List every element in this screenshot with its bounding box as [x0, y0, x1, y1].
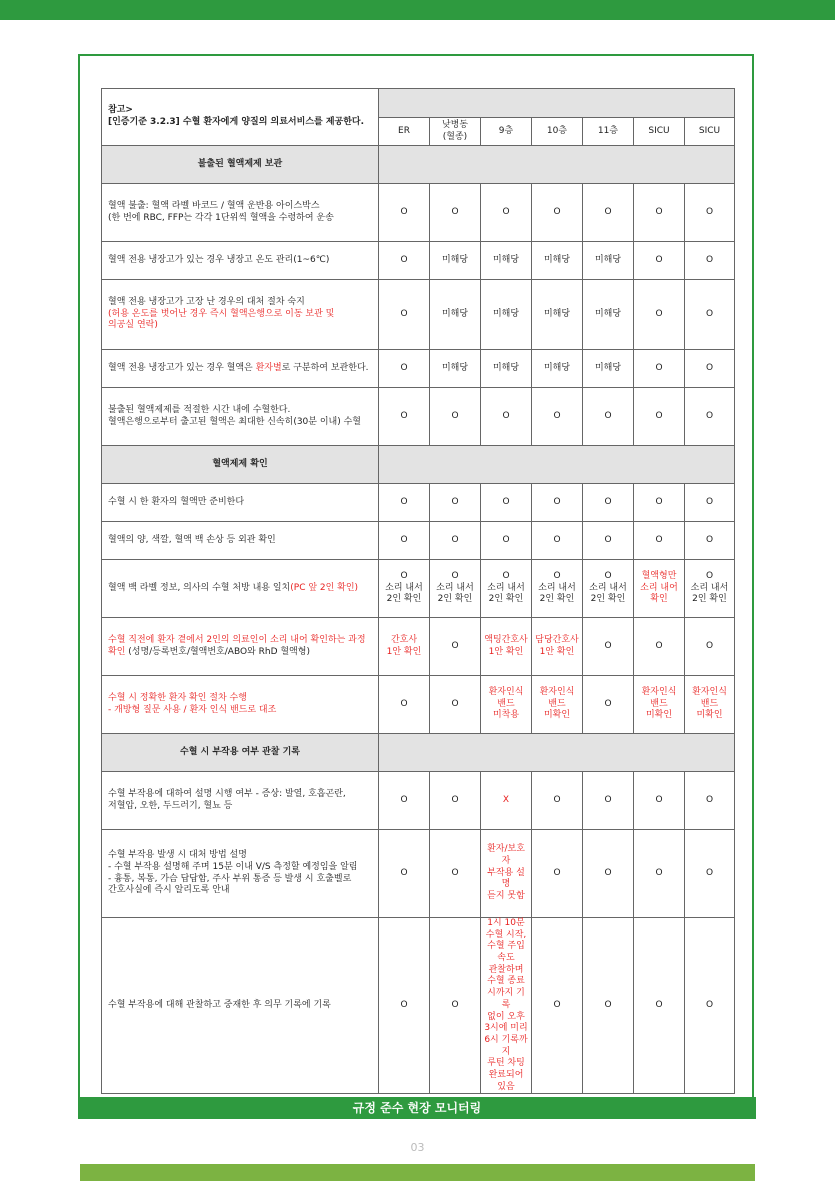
result-cell: 미해당: [583, 350, 634, 388]
result-cell: O: [481, 522, 532, 560]
column-header: SICU: [634, 118, 685, 146]
result-cell: O: [583, 772, 634, 830]
section-blank-cell: [379, 446, 735, 484]
result-cell: O: [634, 280, 685, 350]
result-cell: O: [481, 184, 532, 242]
criterion-text: [102, 280, 379, 350]
result-cell: O: [685, 618, 735, 676]
table-row: [102, 560, 735, 618]
result-cell: 미해당: [583, 280, 634, 350]
criterion-segment: 수혈 부작용 발생 시 대처 방법 설명 - 수혈 부작용 설명해 주며 15분 이내 V/S 측정할 예정임을 알림 - 흉통, 복통, 가슴 답답함, 주사 부위 통증 등 발생 시 호출벨로 간호사실에 즉시 알리도록 안내: [108, 850, 358, 896]
criterion-text: [102, 242, 379, 280]
result-cell: 미해당: [481, 242, 532, 280]
section-title: 불출된 혈액제제 보관: [102, 146, 379, 184]
result-cell: O: [583, 618, 634, 676]
section-title: 수혈 시 부작용 여부 관찰 기록: [102, 734, 379, 772]
result-cell: O: [379, 388, 430, 446]
table-row: [102, 242, 735, 280]
result-cell: 간호사 1안 확인: [379, 618, 430, 676]
result-cell: O 소리 내서 2인 확인: [583, 560, 634, 618]
result-cell: 혈액형만 소리 내어 확인: [634, 560, 685, 618]
result-cell: O: [430, 618, 481, 676]
result-cell: O: [583, 484, 634, 522]
result-cell: 미해당: [532, 280, 583, 350]
result-cell: 미해당: [481, 350, 532, 388]
top-green-bar: [0, 0, 835, 20]
result-cell: O: [685, 522, 735, 560]
result-cell: 미해당: [583, 242, 634, 280]
criterion-segment: 혈액의 양, 색깔, 혈액 백 손상 등 외관 확인: [108, 534, 276, 545]
section-title: 혈액제제 확인: [102, 446, 379, 484]
result-cell: O: [532, 184, 583, 242]
result-cell: O: [583, 676, 634, 734]
section-blank-cell: [379, 146, 735, 184]
result-cell: O: [583, 522, 634, 560]
result-cell: O 소리 내서 2인 확인: [685, 560, 735, 618]
result-cell: 액팅간호사 1안 확인: [481, 618, 532, 676]
table-row: [102, 484, 735, 522]
result-cell: 환자인식 밴드 미착용: [481, 676, 532, 734]
result-cell: O: [685, 242, 735, 280]
table-row: [102, 618, 735, 676]
bottom-green-bar: [80, 1164, 755, 1181]
criterion-segment: 수혈 시 한 환자의 혈액만 준비한다: [108, 496, 245, 507]
criterion-highlight: (허용 온도를 벗어난 경우 즉시 혈액은행으로 이동 보관 및 의공실 연락): [108, 308, 335, 331]
criterion-segment: 수혈 부작용에 대하여 설명 시행 여부 - 증상: 발열, 호흡곤란, 저혈압, 오한, 두드러기, 혈뇨 등: [108, 788, 346, 811]
section-blank-cell: [379, 734, 735, 772]
criterion-highlight: 환자별: [255, 362, 282, 373]
result-cell: O: [685, 918, 735, 1094]
criterion-segment: 혈액 백 라벨 정보, 의사의 수혈 처방 내용 일치: [108, 582, 291, 593]
table-row: [102, 184, 735, 242]
result-cell: O: [685, 388, 735, 446]
result-cell: O: [379, 184, 430, 242]
result-cell: O: [685, 830, 735, 918]
column-header: ER: [379, 118, 430, 146]
result-cell: O: [430, 184, 481, 242]
criterion-segment: 혈액 전용 냉장고가 있는 경우 냉장고 온도 관리(1~6℃): [108, 254, 330, 265]
result-cell: 미해당: [532, 242, 583, 280]
result-cell: 미해당: [481, 280, 532, 350]
result-cell: O: [430, 918, 481, 1094]
result-cell: O: [634, 388, 685, 446]
column-header: 9층: [481, 118, 532, 146]
criterion-text: [102, 918, 379, 1094]
table-row: [102, 388, 735, 446]
result-cell: O: [685, 350, 735, 388]
criterion-text: [102, 388, 379, 446]
criterion-text: [102, 830, 379, 918]
result-cell: O: [634, 772, 685, 830]
result-cell: O: [532, 918, 583, 1094]
result-cell: O: [634, 242, 685, 280]
result-cell: O: [685, 772, 735, 830]
result-cell: O: [685, 484, 735, 522]
table-row: [102, 280, 735, 350]
result-cell: O: [583, 830, 634, 918]
result-cell: O: [532, 388, 583, 446]
criterion-segment: 혈액 전용 냉장고가 있는 경우 혈액은: [108, 362, 256, 373]
footer-label: 규정 준수 현장 모니터링: [78, 1097, 756, 1119]
result-cell: 1시 10분 수혈 시작, 수혈 주입속도 관찰하며 수혈 종료 시까지 기록 없이 오후 3시에 미리 6시 기록까지 루틴 차팅 완료되어 있음: [481, 918, 532, 1094]
reference-header: [102, 89, 379, 146]
result-cell: O: [379, 522, 430, 560]
result-cell: O: [634, 350, 685, 388]
result-cell: O: [379, 350, 430, 388]
result-cell: O: [379, 242, 430, 280]
result-cell: O 소리 내서 2인 확인: [379, 560, 430, 618]
result-cell: O: [379, 772, 430, 830]
column-header: 낮병동 (혈종): [430, 118, 481, 146]
criterion-highlight: 수혈 시 정확한 환자 확인 절차 수행 - 개방형 질문 사용 / 환자 인식 밴드로 대조: [108, 692, 277, 715]
result-cell: O: [379, 484, 430, 522]
result-cell: O: [379, 280, 430, 350]
result-cell: O: [532, 830, 583, 918]
result-cell: 미해당: [532, 350, 583, 388]
result-cell: O: [583, 918, 634, 1094]
reference-label: 참고>: [108, 105, 133, 116]
criterion-text: [102, 184, 379, 242]
table-row: [102, 676, 735, 734]
result-cell: O: [430, 522, 481, 560]
result-cell: O: [634, 184, 685, 242]
result-cell: 환자인식 밴드 미확인: [532, 676, 583, 734]
result-cell: O: [583, 388, 634, 446]
table-row: [102, 350, 735, 388]
criterion-text: [102, 618, 379, 676]
criterion-text: [102, 676, 379, 734]
column-header: 11층: [583, 118, 634, 146]
result-cell: O: [430, 676, 481, 734]
result-cell: 환자인식 밴드 미확인: [685, 676, 735, 734]
table-row: [102, 830, 735, 918]
result-cell: O: [685, 184, 735, 242]
result-cell: O 소리 내서 2인 확인: [481, 560, 532, 618]
result-cell: 담당간호사 1안 확인: [532, 618, 583, 676]
result-cell: O: [634, 484, 685, 522]
criterion-text: [102, 484, 379, 522]
result-cell: X: [481, 772, 532, 830]
result-cell: O: [634, 618, 685, 676]
result-cell: O 소리 내서 2인 확인: [532, 560, 583, 618]
transfusion-monitoring-table: [101, 88, 735, 1094]
criterion-text: [102, 560, 379, 618]
result-cell: 미해당: [430, 350, 481, 388]
criterion-segment: (성명/등록번호/혈액번호/ABO와 RhD 혈액형): [125, 646, 310, 657]
criterion-text: [102, 522, 379, 560]
criterion-segment: 불출된 혈액제제를 적절한 시간 내에 수혈한다. 혈액은행으로부터 출고된 혈액은 최대한 신속히(30분 이내) 수혈: [108, 404, 361, 427]
result-cell: O: [532, 522, 583, 560]
result-cell: 미해당: [430, 280, 481, 350]
column-header: SICU: [685, 118, 735, 146]
result-cell: O: [532, 484, 583, 522]
standard-title: [인증기준 3.2.3] 수혈 환자에게 양질의 의료서비스를 제공한다.: [108, 117, 365, 127]
result-cell: O: [532, 772, 583, 830]
criterion-text: [102, 350, 379, 388]
result-cell: O: [379, 676, 430, 734]
criterion-segment: 혈액 전용 냉장고가 고장 난 경우의 대처 절차 숙지: [108, 296, 305, 307]
header-blank-cell: [379, 89, 735, 118]
result-cell: O: [430, 772, 481, 830]
result-cell: O 소리 내서 2인 확인: [430, 560, 481, 618]
table-row: [102, 772, 735, 830]
result-cell: O: [634, 522, 685, 560]
criterion-segment: 로 구분하여 보관한다.: [281, 362, 369, 373]
criterion-segment: 혈액 불출: 혈액 라벨 바코드 / 혈액 운반용 아이스박스 (한 번에 RBC, FFP는 각각 1단위씩 혈액을 수령하여 운송: [108, 200, 334, 223]
result-cell: 환자/보호자 부작용 설명 듣지 못함: [481, 830, 532, 918]
result-cell: 미해당: [430, 242, 481, 280]
criterion-highlight: 수혈 직전에 환자 곁에서 2인의 의료인이 소리 내어 확인하는 과정 확인: [108, 634, 366, 657]
result-cell: O: [685, 280, 735, 350]
result-cell: O: [481, 388, 532, 446]
result-cell: O: [379, 918, 430, 1094]
criterion-segment: 수혈 부작용에 대해 관찰하고 중재한 후 의무 기록에 기록: [108, 999, 331, 1010]
criterion-text: [102, 772, 379, 830]
result-cell: O: [430, 830, 481, 918]
criterion-highlight: (PC 앞 2인 확인): [290, 582, 359, 593]
table-row: [102, 522, 735, 560]
result-cell: O: [583, 184, 634, 242]
page-number: 03: [410, 1141, 425, 1154]
result-cell: O: [379, 830, 430, 918]
result-cell: O: [481, 484, 532, 522]
result-cell: 환자인식 밴드 미확인: [634, 676, 685, 734]
column-header: 10층: [532, 118, 583, 146]
result-cell: O: [430, 388, 481, 446]
result-cell: O: [634, 918, 685, 1094]
result-cell: O: [430, 484, 481, 522]
result-cell: O: [634, 830, 685, 918]
table-row: [102, 918, 735, 1094]
